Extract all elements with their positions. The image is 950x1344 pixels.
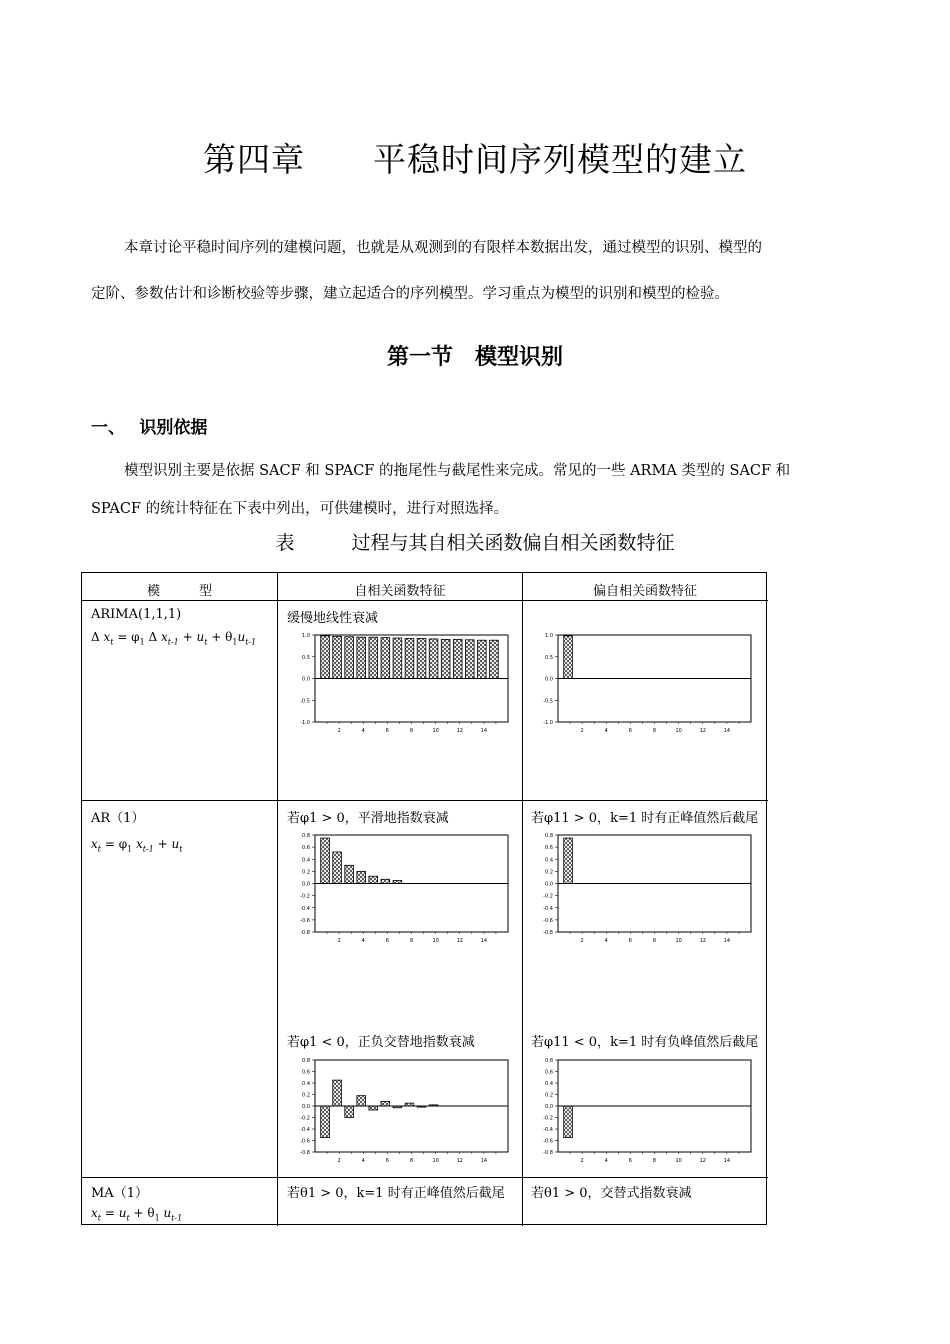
x-tick-label: 6 bbox=[628, 1158, 632, 1164]
equation-ma1: $x_t = u_t + \theta_1$ $u_{t-1}$ bbox=[91, 1206, 183, 1223]
chart-ar-pos-acf bbox=[289, 833, 514, 948]
x-tick-label: 6 bbox=[628, 938, 632, 944]
y-tick-label: -0.2 bbox=[300, 893, 310, 900]
x-tick-label: 14 bbox=[480, 938, 488, 944]
x-tick-label: 6 bbox=[385, 938, 389, 944]
bar bbox=[381, 638, 390, 679]
model-ar1: AR（1） bbox=[91, 811, 145, 826]
x-tick-label: 4 bbox=[604, 728, 608, 734]
bar bbox=[345, 1106, 354, 1118]
bar bbox=[564, 636, 573, 679]
y-tick-label: -0.6 bbox=[543, 917, 553, 924]
bar bbox=[405, 1103, 414, 1106]
bar bbox=[381, 879, 390, 883]
x-tick-label: 8 bbox=[652, 938, 657, 944]
bar bbox=[465, 640, 474, 679]
y-tick-label: -0.4 bbox=[300, 905, 310, 912]
x-tick-label: 8 bbox=[652, 728, 657, 734]
x-tick-label: 10 bbox=[675, 1158, 682, 1164]
bar bbox=[357, 1096, 366, 1106]
bar bbox=[429, 1105, 438, 1106]
bar bbox=[564, 1106, 573, 1138]
bar bbox=[441, 639, 450, 678]
x-tick-label: 10 bbox=[675, 938, 682, 944]
y-tick-label: 0.4 bbox=[545, 857, 553, 864]
x-tick-label: 2 bbox=[337, 728, 341, 734]
y-tick-label: 0.0 bbox=[545, 881, 553, 888]
bar bbox=[369, 637, 378, 678]
bar bbox=[333, 1080, 342, 1106]
y-tick-label: 0.4 bbox=[302, 1081, 310, 1087]
acf-desc-ar1-neg: 若φ1 < 0，正负交替地指数衰减 bbox=[287, 1035, 475, 1050]
chart-ar-pos-pacf bbox=[532, 833, 757, 948]
y-tick-label: -0.8 bbox=[300, 930, 310, 936]
x-tick-label: 2 bbox=[580, 728, 584, 734]
x-tick-label: 2 bbox=[580, 938, 584, 944]
x-tick-label: 6 bbox=[385, 728, 389, 734]
x-tick-label: 14 bbox=[723, 938, 731, 944]
bar bbox=[564, 838, 573, 883]
table-caption: 表 过程与其自相关函数偏自相关函数特征 bbox=[275, 532, 675, 554]
y-tick-label: -0.6 bbox=[300, 917, 310, 924]
para2-line-1: 模型识别主要是依据 SACF 和 SPACF 的拖尾性与截尾性来完成。常见的一些 ARMA 类型的 SACF 和 bbox=[124, 463, 791, 479]
y-tick-label: 0.4 bbox=[302, 857, 310, 864]
y-tick-label: 1.0 bbox=[545, 633, 553, 639]
x-tick-label: 14 bbox=[723, 1158, 731, 1164]
y-tick-label: 0.6 bbox=[545, 845, 553, 852]
x-tick-label: 8 bbox=[652, 1158, 657, 1164]
y-tick-label: -0.8 bbox=[543, 930, 553, 936]
y-tick-label: 0.2 bbox=[545, 869, 553, 876]
bar bbox=[417, 638, 426, 678]
x-tick-label: 8 bbox=[409, 728, 414, 734]
x-tick-label: 4 bbox=[361, 938, 365, 944]
y-tick-label: -1.0 bbox=[543, 720, 553, 726]
bar bbox=[357, 637, 366, 678]
acf-desc-arima: 缓慢地线性衰减 bbox=[287, 611, 379, 626]
bar bbox=[369, 1106, 378, 1110]
y-tick-label: -0.8 bbox=[543, 1150, 553, 1156]
y-tick-label: -0.6 bbox=[543, 1138, 553, 1145]
y-tick-label: 0.8 bbox=[302, 1058, 310, 1064]
equation-ar1: $x_t = \varphi_1$ $x_{t-1} + u_t$ bbox=[91, 837, 183, 854]
y-tick-label: -0.2 bbox=[543, 893, 553, 900]
bar bbox=[393, 638, 402, 678]
bar bbox=[345, 637, 354, 679]
y-tick-label: -0.2 bbox=[543, 1115, 553, 1122]
y-tick-label: 0.0 bbox=[302, 1104, 310, 1110]
bar bbox=[429, 639, 438, 679]
subsection-title: 一、 识别依据 bbox=[91, 418, 208, 438]
y-tick-label: 0.0 bbox=[302, 881, 310, 888]
pacf-desc-ma1: 若θ1 > 0，交替式指数衰减 bbox=[531, 1186, 692, 1201]
x-tick-label: 4 bbox=[604, 938, 608, 944]
y-tick-label: -1.0 bbox=[300, 720, 310, 726]
bar bbox=[478, 640, 487, 678]
y-tick-label: 0.5 bbox=[302, 654, 310, 661]
x-tick-label: 6 bbox=[385, 1158, 389, 1164]
x-tick-label: 4 bbox=[361, 728, 365, 734]
acf-desc-ma1: 若θ1 > 0，k=1 时有正峰值然后截尾 bbox=[287, 1186, 505, 1201]
acf-desc-ar1-pos: 若φ1 > 0，平滑地指数衰减 bbox=[287, 811, 449, 826]
x-tick-label: 4 bbox=[604, 1158, 608, 1164]
y-tick-label: 0.8 bbox=[545, 1058, 553, 1064]
x-tick-label: 4 bbox=[361, 1158, 365, 1164]
y-tick-label: 0.6 bbox=[302, 845, 310, 852]
x-tick-label: 10 bbox=[675, 728, 682, 734]
bar bbox=[321, 1106, 330, 1138]
x-tick-label: 12 bbox=[699, 728, 706, 734]
bar bbox=[393, 880, 402, 883]
pacf-desc-ar1-pos: 若φ11 > 0，k=1 时有正峰值然后截尾 bbox=[531, 811, 759, 826]
chart-ar-neg-pacf bbox=[532, 1058, 757, 1168]
y-tick-label: 0.6 bbox=[545, 1069, 553, 1076]
y-tick-label: 0.5 bbox=[545, 654, 553, 661]
y-tick-label: 1.0 bbox=[302, 633, 310, 639]
x-tick-label: 8 bbox=[409, 938, 414, 944]
chart-arima-acf bbox=[289, 633, 514, 738]
bar bbox=[381, 1101, 390, 1106]
equation-arima: Δ $x_t = \varphi_1$ Δ $x_{t-1} + u_t + \theta_1u_{t-1}$ bbox=[91, 630, 257, 647]
bar bbox=[357, 871, 366, 883]
bar bbox=[490, 640, 499, 678]
y-tick-label: -0.4 bbox=[543, 905, 553, 912]
intro-line-2: 定阶、参数估计和诊断校验等步骤，建立起适合的序列模型。学习重点为模型的识别和模型的检验。 bbox=[91, 286, 729, 302]
bar bbox=[393, 1106, 402, 1108]
x-tick-label: 6 bbox=[628, 728, 632, 734]
bar bbox=[321, 636, 330, 679]
y-tick-label: -0.8 bbox=[300, 1150, 310, 1156]
y-tick-label: -0.6 bbox=[300, 1138, 310, 1145]
bar bbox=[333, 852, 342, 884]
y-tick-label: -0.2 bbox=[300, 1115, 310, 1122]
y-tick-label: 0.2 bbox=[302, 869, 310, 876]
x-tick-label: 2 bbox=[337, 1158, 341, 1164]
x-tick-label: 10 bbox=[432, 938, 439, 944]
model-arima: ARIMA(1,1,1) bbox=[91, 607, 182, 622]
bar bbox=[369, 876, 378, 883]
y-tick-label: -0.5 bbox=[543, 698, 553, 705]
bar bbox=[453, 639, 462, 678]
y-tick-label: 0.0 bbox=[302, 676, 310, 683]
header-pacf: 偏自相关函数特征 bbox=[592, 584, 697, 599]
y-tick-label: 0.8 bbox=[545, 833, 553, 839]
section-title: 第一节 模型识别 bbox=[386, 345, 563, 370]
para2-line-2: SPACF 的统计特征在下表中列出，可供建模时，进行对照选择。 bbox=[91, 501, 509, 517]
x-tick-label: 12 bbox=[456, 1158, 463, 1164]
y-tick-label: -0.4 bbox=[300, 1127, 310, 1133]
x-tick-label: 14 bbox=[480, 728, 488, 734]
y-tick-label: 0.2 bbox=[545, 1092, 553, 1099]
x-tick-label: 10 bbox=[432, 728, 439, 734]
x-tick-label: 12 bbox=[699, 1158, 706, 1164]
y-tick-label: 0.8 bbox=[302, 833, 310, 839]
model-table bbox=[81, 572, 767, 1225]
x-tick-label: 8 bbox=[409, 1158, 414, 1164]
y-tick-label: 0.0 bbox=[545, 676, 553, 683]
y-tick-label: 0.4 bbox=[545, 1081, 553, 1087]
y-tick-label: 0.0 bbox=[545, 1104, 553, 1110]
bar bbox=[321, 838, 330, 883]
header-acf: 自相关函数特征 bbox=[354, 584, 446, 599]
y-tick-label: 0.6 bbox=[302, 1069, 310, 1076]
model-ma1: MA（1） bbox=[91, 1186, 148, 1201]
chart-arima-pacf bbox=[532, 633, 757, 738]
y-tick-label: -0.4 bbox=[543, 1127, 553, 1133]
x-tick-label: 12 bbox=[456, 728, 463, 734]
bar bbox=[405, 638, 414, 678]
y-tick-label: -0.5 bbox=[300, 698, 310, 705]
chart-ar-neg-acf bbox=[289, 1058, 514, 1168]
x-tick-label: 2 bbox=[580, 1158, 584, 1164]
x-tick-label: 14 bbox=[723, 728, 731, 734]
pacf-desc-ar1-neg: 若φ11 < 0，k=1 时有负峰值然后截尾 bbox=[531, 1035, 759, 1050]
header-model: 模 型 bbox=[146, 584, 212, 599]
bar bbox=[417, 1106, 426, 1107]
x-tick-label: 10 bbox=[432, 1158, 439, 1164]
chapter-title: 第四章 平稳时间序列模型的建立 bbox=[203, 140, 747, 179]
x-tick-label: 12 bbox=[456, 938, 463, 944]
y-tick-label: 0.2 bbox=[302, 1092, 310, 1099]
bar bbox=[333, 636, 342, 678]
x-tick-label: 12 bbox=[699, 938, 706, 944]
x-tick-label: 14 bbox=[480, 1158, 488, 1164]
x-tick-label: 2 bbox=[337, 938, 341, 944]
intro-line-1: 本章讨论平稳时间序列的建模问题，也就是从观测到的有限样本数据出发，通过模型的识别、模型的 bbox=[124, 240, 762, 256]
bar bbox=[345, 865, 354, 883]
